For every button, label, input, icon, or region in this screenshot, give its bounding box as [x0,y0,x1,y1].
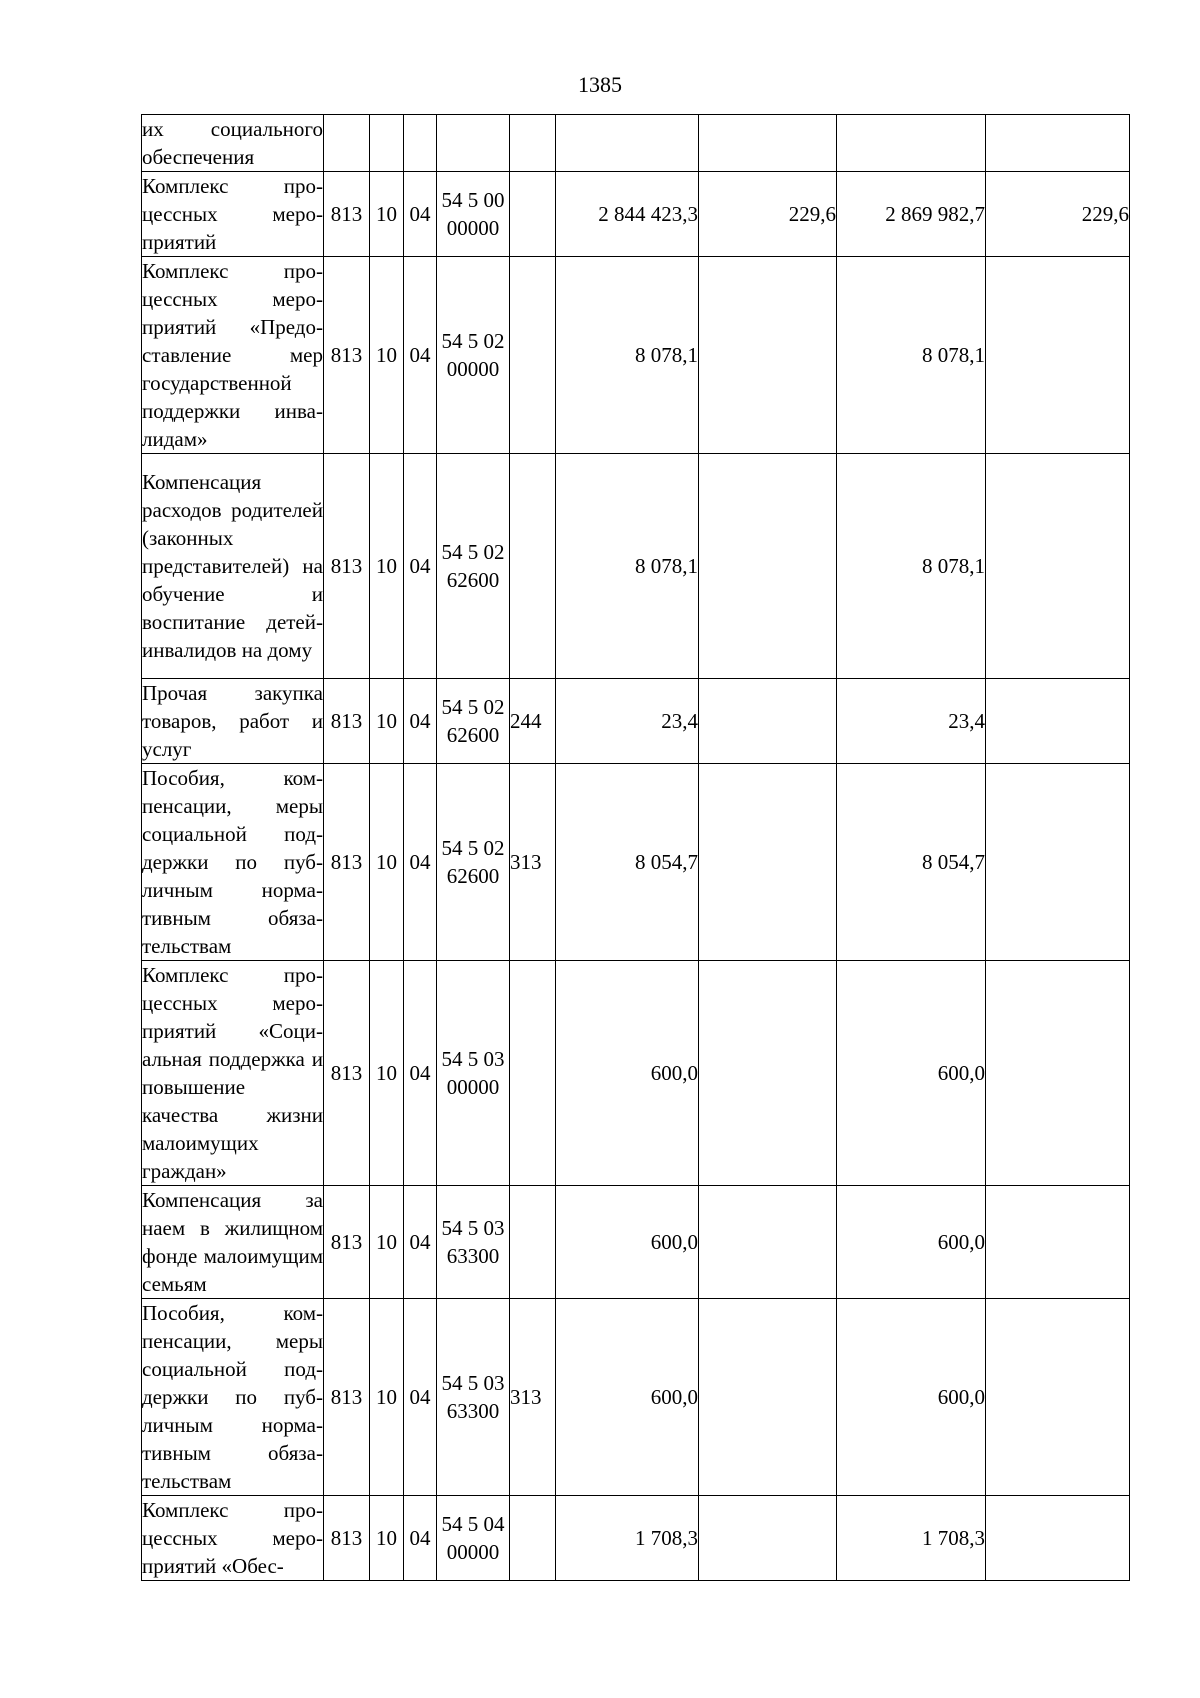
sum-year-2 [837,115,986,172]
grbs-code: 813 [324,764,370,961]
grbs-code [324,115,370,172]
target-article-code [437,115,510,172]
sum-year-1-federal: 229,6 [699,172,837,257]
expense-type-code [510,115,556,172]
sum-year-2-federal [986,764,1130,961]
expense-type-code: 244 [510,679,556,764]
subsection-code: 04 [404,172,437,257]
grbs-code: 813 [324,679,370,764]
row-name: Пособия, компенсации, меры социальной поддержки по публичным нормативным обязательствам [142,764,324,961]
sum-year-1-federal [699,764,837,961]
expense-type-code [510,1496,556,1581]
sum-year-2: 8 078,1 [837,257,986,454]
sum-year-1: 8 078,1 [556,257,699,454]
section-code: 10 [370,257,404,454]
subsection-code: 04 [404,1496,437,1581]
section-code: 10 [370,764,404,961]
sum-year-2: 8 054,7 [837,764,986,961]
sum-year-1-federal [699,961,837,1186]
sum-year-2: 23,4 [837,679,986,764]
target-article-code: 54 5 00 00000 [437,172,510,257]
grbs-code: 813 [324,1496,370,1581]
row-name: Прочая закупка товаров, работ и услуг [142,679,324,764]
sum-year-2: 600,0 [837,1186,986,1299]
target-article-code: 54 5 02 00000 [437,257,510,454]
table-row [142,257,1130,454]
row-name: Комплекс процессных мероприятий [142,172,324,257]
sum-year-2-federal [986,961,1130,1186]
sum-year-1-federal [699,1496,837,1581]
expense-type-code [510,257,556,454]
page-number: 1385 [578,72,622,97]
sum-year-1-federal [699,115,837,172]
sum-year-1: 1 708,3 [556,1496,699,1581]
sum-year-1: 600,0 [556,1299,699,1496]
target-article-code: 54 5 03 63300 [437,1299,510,1496]
sum-year-1-federal [699,1299,837,1496]
subsection-code: 04 [404,764,437,961]
row-name: Пособия, компенсации, меры социальной поддержки по публичным нормативным обязательствам [142,1299,324,1496]
row-name: Комплекс процессных мероприятий «Обес- [142,1496,324,1581]
sum-year-2: 600,0 [837,961,986,1186]
table-row [142,1299,1130,1496]
grbs-code: 813 [324,961,370,1186]
sum-year-2: 600,0 [837,1299,986,1496]
sum-year-1-federal [699,1186,837,1299]
subsection-code: 04 [404,454,437,679]
section-code: 10 [370,1186,404,1299]
section-code: 10 [370,454,404,679]
target-article-code: 54 5 03 63300 [437,1186,510,1299]
sum-year-2-federal: 229,6 [986,172,1130,257]
expense-type-code: 313 [510,764,556,961]
sum-year-2-federal [986,454,1130,679]
subsection-code: 04 [404,679,437,764]
table-row [142,172,1130,257]
sum-year-2-federal [986,1496,1130,1581]
sum-year-1: 600,0 [556,961,699,1186]
table-row [142,679,1130,764]
expense-type-code [510,961,556,1186]
sum-year-1-federal [699,679,837,764]
grbs-code: 813 [324,1299,370,1496]
grbs-code: 813 [324,1186,370,1299]
row-name: их социального обеспечения [142,115,324,172]
sum-year-2-federal [986,679,1130,764]
grbs-code: 813 [324,454,370,679]
table-row [142,764,1130,961]
subsection-code: 04 [404,257,437,454]
sum-year-2: 1 708,3 [837,1496,986,1581]
budget-table [141,114,1130,1581]
sum-year-2: 8 078,1 [837,454,986,679]
row-name: Комплекс процессных мероприятий «Социальная поддержка и повышение качества жизни малоимущих граждан» [142,961,324,1186]
sum-year-1: 8 054,7 [556,764,699,961]
sum-year-2: 2 869 982,7 [837,172,986,257]
expense-type-code [510,172,556,257]
section-code: 10 [370,172,404,257]
sum-year-1: 2 844 423,3 [556,172,699,257]
sum-year-1 [556,115,699,172]
target-article-code: 54 5 03 00000 [437,961,510,1186]
sum-year-2-federal [986,115,1130,172]
row-name: Компенсация расходов родителей (законных представителей) на обучение и воспитание детей-инвалидов на дому [142,454,324,679]
table-row [142,115,1130,172]
target-article-code: 54 5 04 00000 [437,1496,510,1581]
expense-type-code: 313 [510,1299,556,1496]
section-code: 10 [370,679,404,764]
grbs-code: 813 [324,172,370,257]
subsection-code: 04 [404,1186,437,1299]
table-row [142,961,1130,1186]
sum-year-1: 600,0 [556,1186,699,1299]
expense-type-code [510,454,556,679]
row-name: Компенсация за наем в жилищном фонде малоимущим семьям [142,1186,324,1299]
expense-type-code [510,1186,556,1299]
sum-year-2-federal [986,1299,1130,1496]
section-code [370,115,404,172]
sum-year-1-federal [699,257,837,454]
target-article-code: 54 5 02 62600 [437,679,510,764]
subsection-code [404,115,437,172]
target-article-code: 54 5 02 62600 [437,764,510,961]
table-row [142,1186,1130,1299]
subsection-code: 04 [404,961,437,1186]
table-row [142,454,1130,679]
sum-year-2-federal [986,257,1130,454]
target-article-code: 54 5 02 62600 [437,454,510,679]
subsection-code: 04 [404,1299,437,1496]
section-code: 10 [370,1299,404,1496]
table-row [142,1496,1130,1581]
sum-year-1: 23,4 [556,679,699,764]
row-name: Комплекс процессных мероприятий «Предоставление мер государственной поддержки инвалидам» [142,257,324,454]
section-code: 10 [370,961,404,1186]
sum-year-2-federal [986,1186,1130,1299]
grbs-code: 813 [324,257,370,454]
sum-year-1: 8 078,1 [556,454,699,679]
sum-year-1-federal [699,454,837,679]
section-code: 10 [370,1496,404,1581]
